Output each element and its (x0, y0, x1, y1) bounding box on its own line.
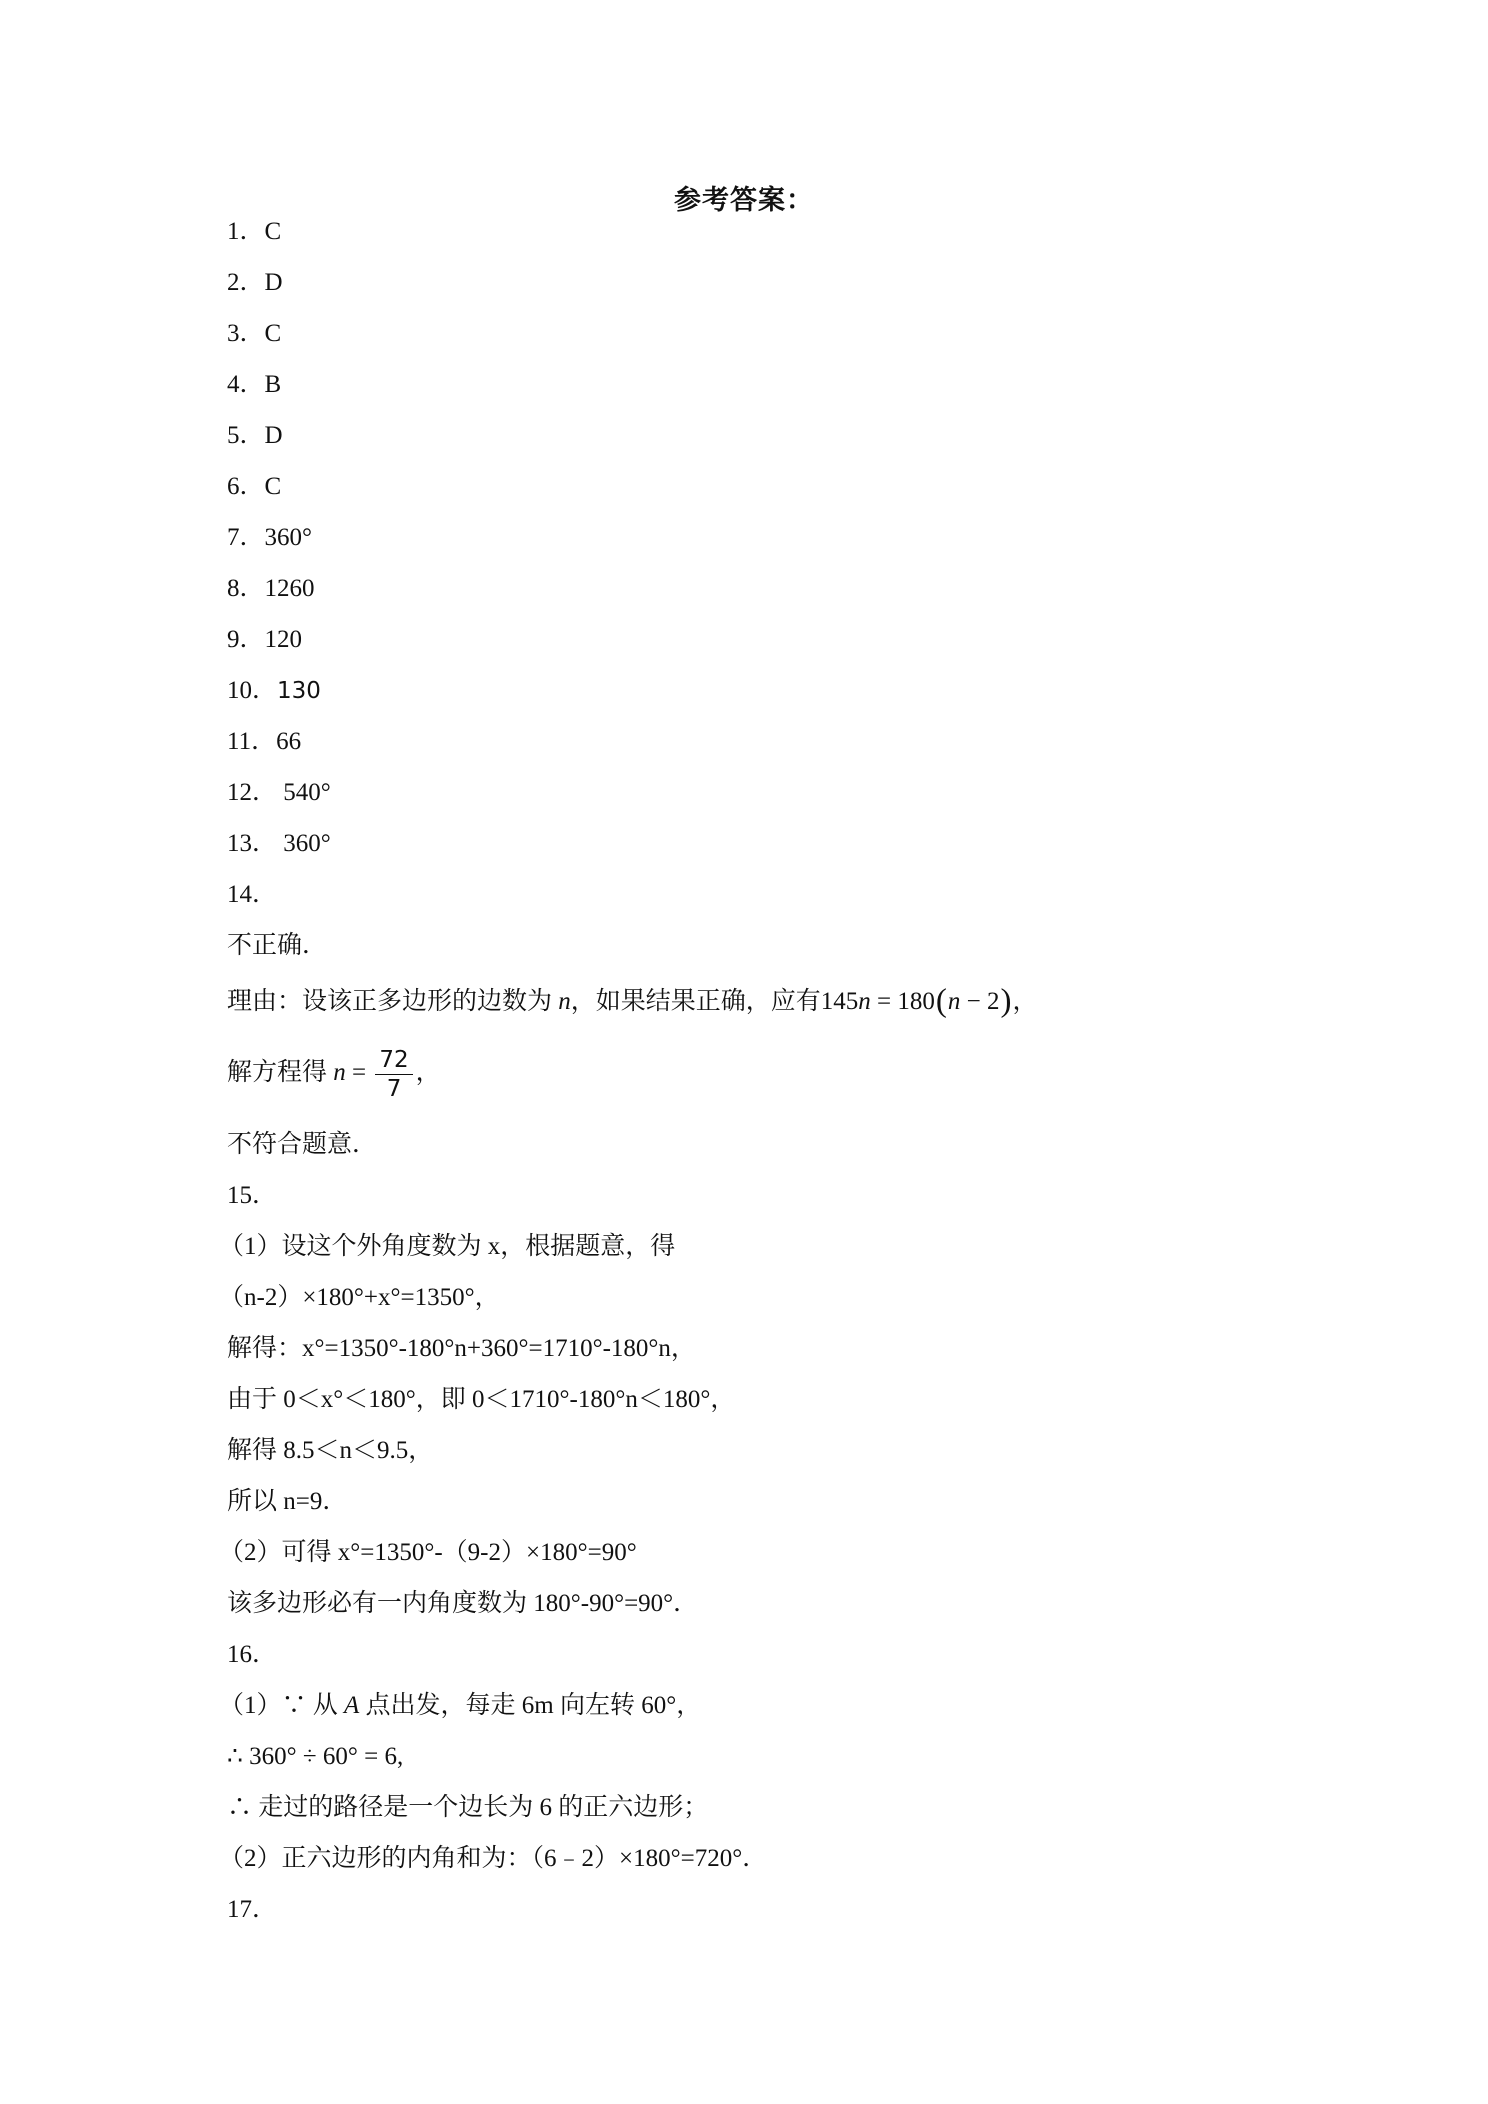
answer-line (227, 215, 281, 249)
answer-line (227, 368, 281, 402)
solution-line: （1）设这个外角度数为 x，根据题意，得 (219, 1233, 676, 1260)
answer-value: C (264, 218, 282, 245)
answer-number: 9． (227, 626, 265, 653)
answer-number: 13． (227, 830, 278, 857)
question-number: 15． (227, 1182, 278, 1209)
solution-line: 所以 n=9． (227, 1488, 348, 1515)
answer-line (227, 419, 283, 453)
solution-text: 点出发，每走 6m 向左转 60°， (359, 1692, 702, 1719)
variable-n: n (947, 988, 961, 1015)
solution-line: （2）正六边形的内角和为：（6﹣2）×180°=720°． (219, 1845, 768, 1872)
answer-number: 5． (227, 422, 265, 449)
answer-number: 10． (227, 677, 278, 704)
solution-text: ， (1012, 988, 1038, 1015)
answer-line (227, 521, 312, 555)
answer-value: 540° (277, 779, 331, 806)
answer-line (227, 623, 302, 657)
answer-line (227, 674, 321, 708)
answer-value: B (264, 371, 282, 398)
answer-number: 12． (227, 779, 278, 806)
answer-line (227, 827, 331, 861)
solution-text: （1）∵ 从 (219, 1692, 345, 1719)
solution-line: ∴ 360° ÷ 60° = 6, (227, 1743, 404, 1770)
solution-line (219, 1689, 701, 1723)
equation-term: 145 (820, 988, 859, 1015)
right-paren-symbol: ) (1000, 983, 1012, 1019)
answer-value: 360° (264, 524, 313, 551)
answer-line (227, 572, 315, 606)
answer-number: 6． (227, 473, 265, 500)
answer-line (227, 317, 281, 351)
variable-n: n (558, 988, 571, 1015)
solution-line: 不符合题意． (227, 1131, 378, 1158)
answer-number: 4． (227, 371, 265, 398)
solution-line: （2）可得 x°=1350°-（9-2）×180°=90° (219, 1539, 637, 1566)
fraction-denominator: 7 (386, 1075, 402, 1102)
solution-line: （n-2）×180°+x°=1350°， (219, 1284, 500, 1311)
page-title: 参考答案： (674, 185, 814, 216)
answer-number: 8． (227, 575, 265, 602)
point-a: A (344, 1692, 360, 1719)
solution-text: ， (415, 1059, 441, 1086)
question-number: 17． (227, 1896, 278, 1923)
answer-line (227, 470, 281, 504)
solution-line: ∴ 走过的路径是一个边长为 6 的正六边形； (227, 1794, 709, 1821)
equation-term: − 2 (960, 988, 1000, 1015)
solution-line: 解得 8.5＜n＜9.5， (227, 1437, 434, 1464)
answer-value: C (264, 473, 282, 500)
answer-number: 3． (227, 320, 265, 347)
question-number: 14． (227, 881, 278, 908)
solution-line: 由于 0＜x°＜180°，即 0＜1710°-180°n＜180°， (227, 1386, 736, 1413)
solution-line: 不正确． (227, 932, 328, 959)
equation-term: = (345, 1059, 373, 1086)
answer-line (227, 266, 283, 300)
answer-value: 130 (277, 678, 321, 704)
solution-line (227, 1040, 441, 1106)
solution-text: 解方程得 (227, 1059, 334, 1086)
answer-number: 7． (227, 524, 265, 551)
solution-line (227, 982, 1038, 1019)
solution-text: ，如果结果正确，应有 (570, 988, 821, 1015)
answer-value: D (264, 422, 283, 449)
answer-number: 11． (227, 728, 277, 755)
answer-line (227, 725, 301, 759)
answer-value: C (264, 320, 282, 347)
solution-line: 该多边形必有一内角度数为 180°-90°=90°． (227, 1590, 699, 1617)
answer-value: 360° (277, 830, 331, 857)
question-number: 16． (227, 1641, 278, 1668)
answer-line (227, 776, 331, 810)
solution-text: 理由：设该正多边形的边数为 (227, 988, 559, 1015)
fraction-numerator: 72 (375, 1046, 412, 1075)
answer-value: D (264, 269, 283, 296)
answer-number: 2． (227, 269, 265, 296)
fraction (375, 1046, 412, 1103)
answer-value: 66 (276, 728, 302, 755)
solution-line: 解得：x°=1350°-180°n+360°=1710°-180°n， (227, 1335, 696, 1362)
answer-value: 1260 (264, 575, 315, 602)
answer-value: 120 (264, 626, 303, 653)
variable-n: n (858, 988, 871, 1015)
variable-n: n (333, 1059, 346, 1086)
equation-term: = 180 (870, 988, 935, 1015)
left-paren-symbol: ( (935, 983, 947, 1019)
answer-number: 1． (227, 218, 265, 245)
